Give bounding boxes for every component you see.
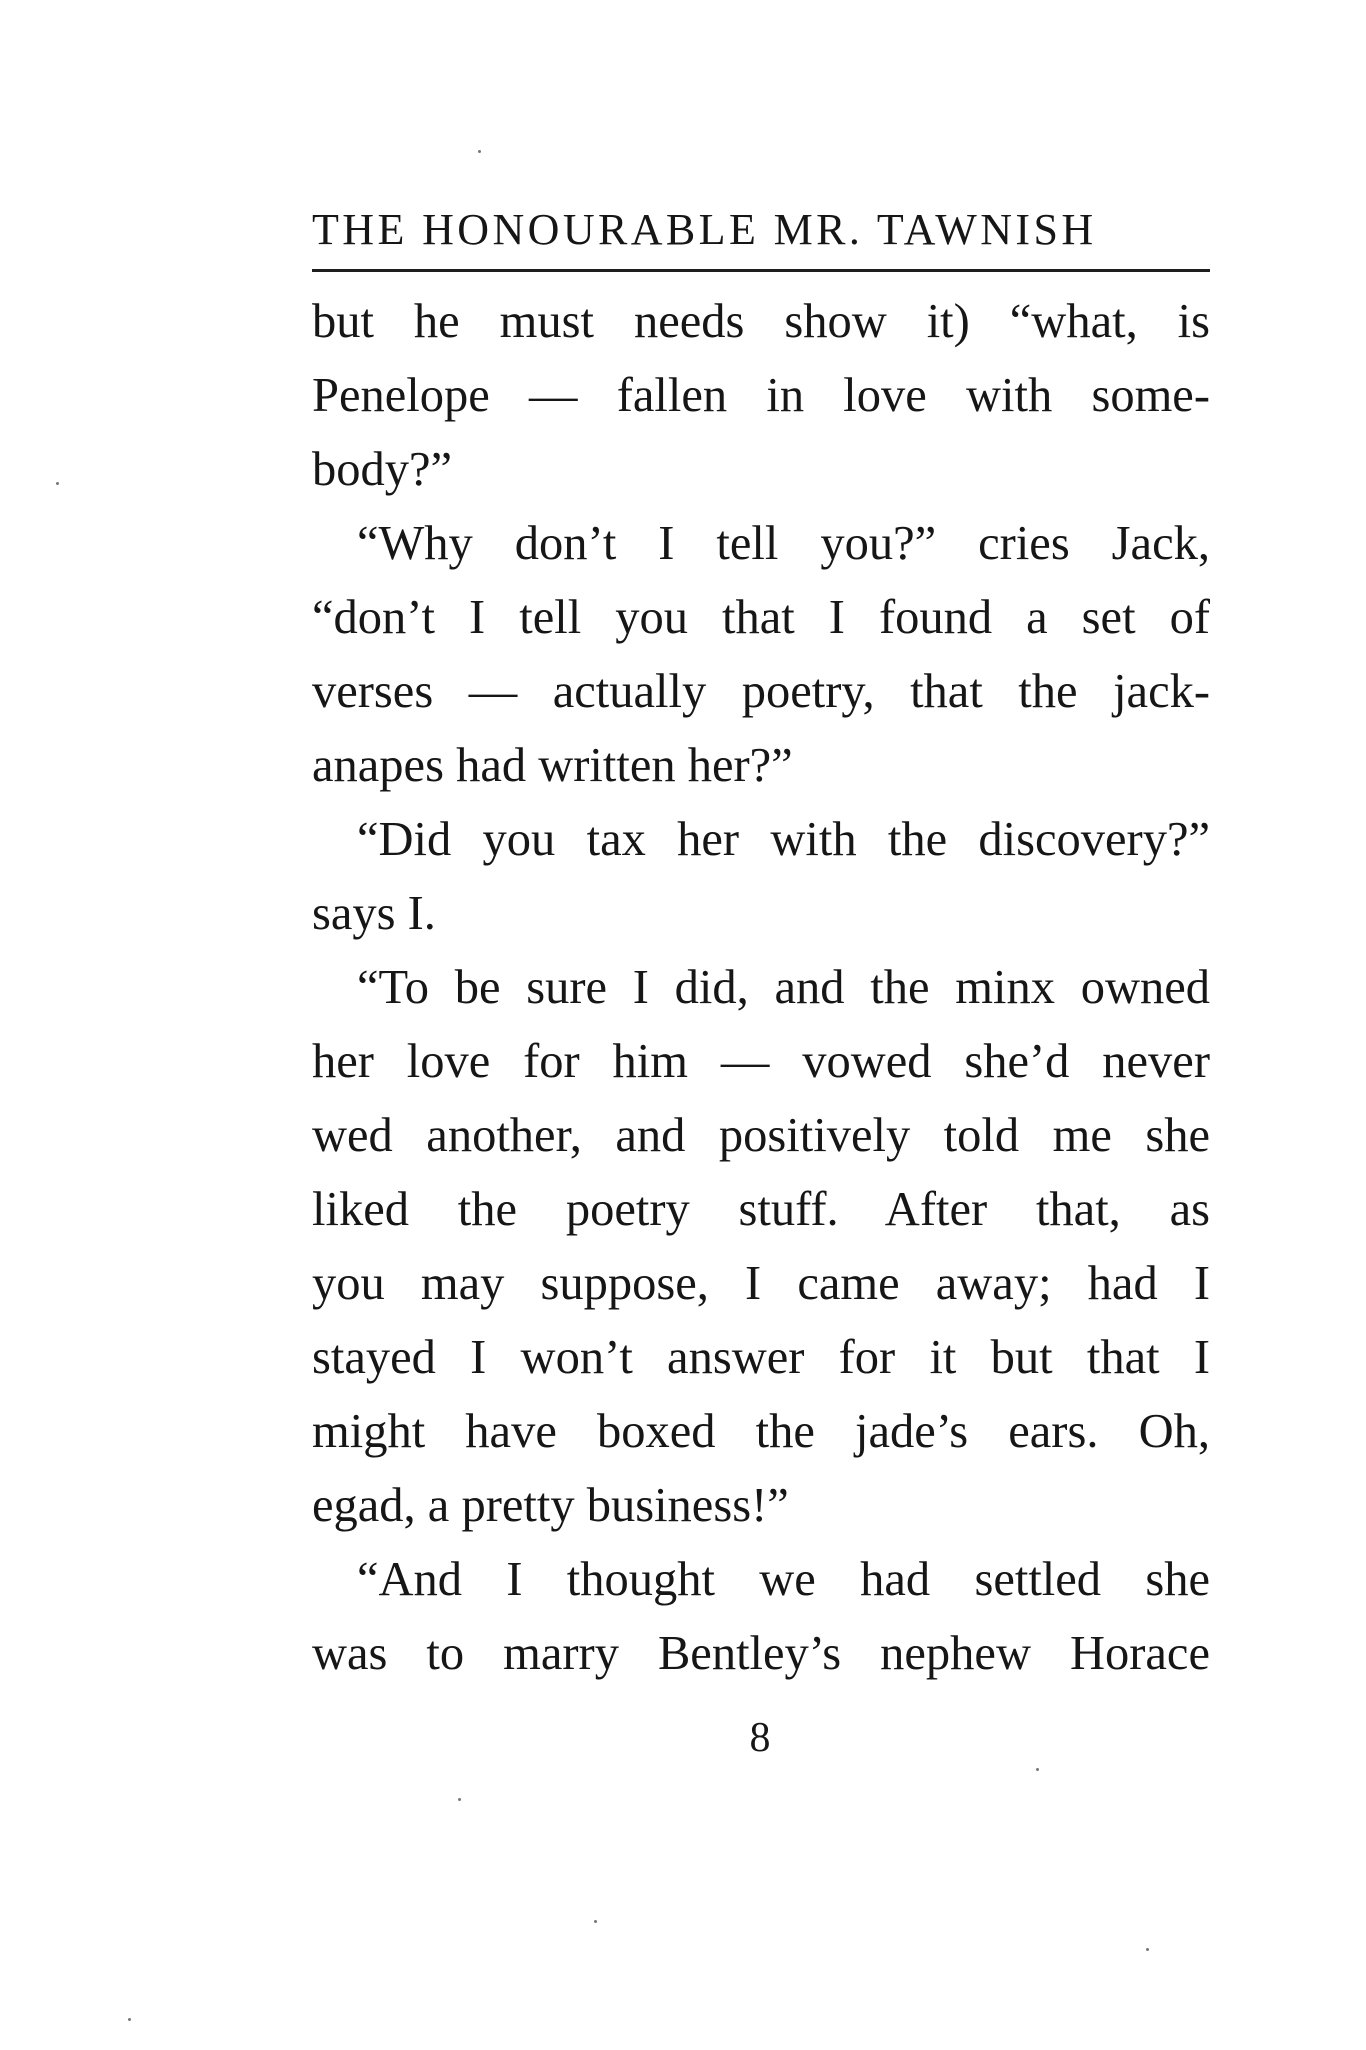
running-head: THE HONOURABLE MR. TAWNISH <box>312 205 1097 254</box>
scan-speck <box>478 150 481 153</box>
text-line: her love for him — vowed she’d never <box>312 1035 1210 1088</box>
header-rule <box>312 269 1210 272</box>
text-line: but he must needs show it) “what, is <box>312 295 1210 348</box>
text-line: egad, a pretty business!” <box>312 1479 789 1532</box>
scan-speck <box>594 1920 597 1923</box>
scan-speck <box>1036 1768 1039 1771</box>
text-line: says I. <box>312 887 436 940</box>
scan-speck <box>1146 1948 1149 1951</box>
text-line: verses — actually poetry, that the jack- <box>312 665 1210 718</box>
scan-speck <box>458 1798 461 1801</box>
text-line: you may suppose, I came away; had I <box>312 1257 1210 1310</box>
scan-speck <box>128 2018 131 2021</box>
scan-speck <box>56 482 59 485</box>
text-line: stayed I won’t answer for it but that I <box>312 1331 1210 1384</box>
text-line: body?” <box>312 443 453 496</box>
text-line: “Did you tax her with the discovery?” <box>357 813 1210 866</box>
text-line: was to marry Bentley’s nephew Horace <box>312 1627 1210 1680</box>
text-line: “don’t I tell you that I found a set of <box>312 591 1210 644</box>
page-number: 8 <box>749 1715 771 1761</box>
text-line: Penelope — fallen in love with some- <box>312 369 1210 422</box>
text-line: anapes had written her?” <box>312 739 793 792</box>
text-line: “Why don’t I tell you?” cries Jack, <box>357 517 1210 570</box>
text-line: liked the poetry stuff. After that, as <box>312 1183 1210 1236</box>
text-line: “To be sure I did, and the minx owned <box>357 961 1210 1014</box>
text-line: wed another, and positively told me she <box>312 1109 1210 1162</box>
text-line: might have boxed the jade’s ears. Oh, <box>312 1405 1210 1458</box>
text-line: “And I thought we had settled she <box>357 1553 1210 1606</box>
